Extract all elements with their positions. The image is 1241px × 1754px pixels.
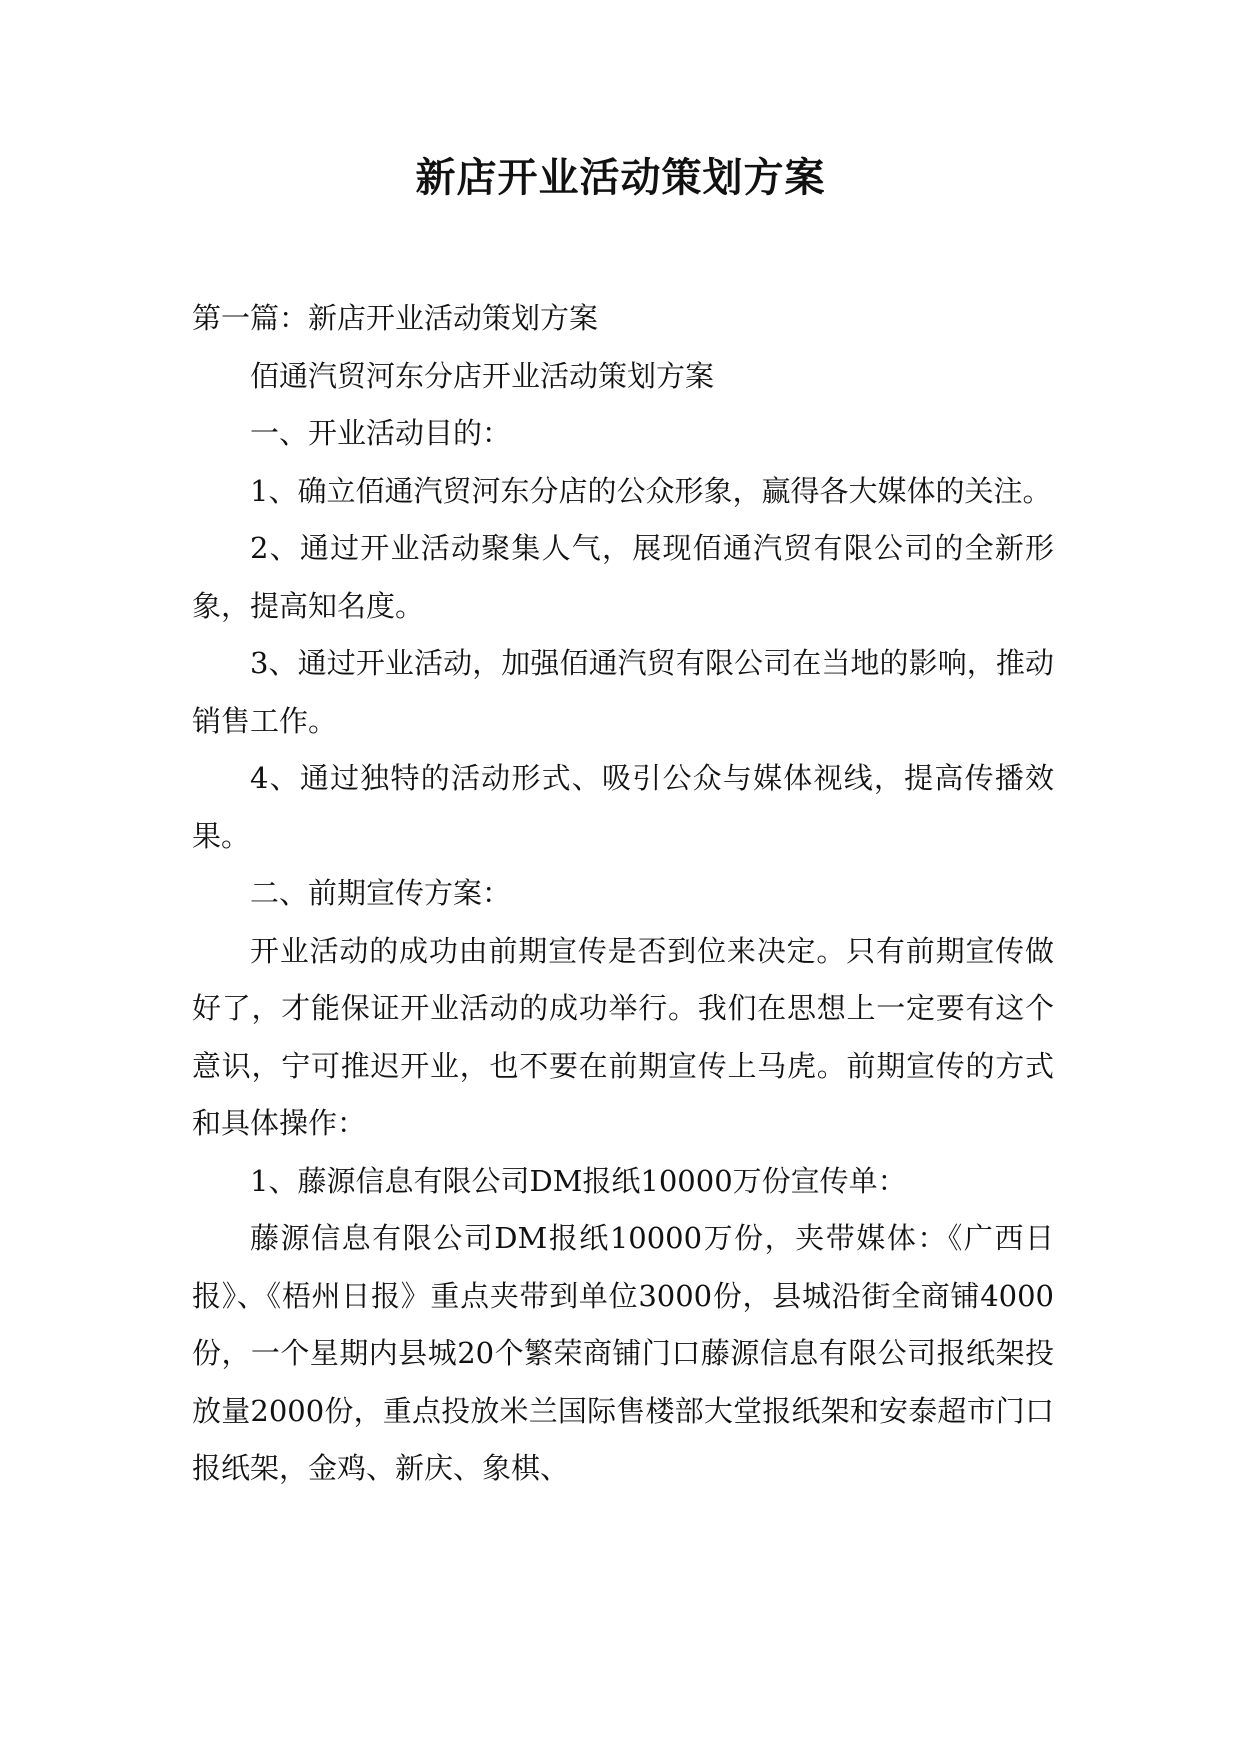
section-heading-promotion: 二、前期宣传方案：: [250, 876, 512, 910]
promotion-intro-paragraph: 开业活动的成功由前期宣传是否到位来决定。只有前期宣传做好了，才能保证开业活动的成功举行。我们在思想上一定要有这个意识，宁可推迟开业，也不要在前期宣传上马虎。前期宣传的方式和具体操作：: [192, 933, 1054, 1140]
objective-item-4: 4、通过独特的活动形式、吸引公众与媒体视线，提高传播效果。: [192, 761, 1054, 853]
objective-item-2: 2、通过开业活动聚集人气，展现佰通汽贸有限公司的全新形象，提高知名度。: [192, 531, 1054, 623]
promotion-item-1-heading: 1、藤源信息有限公司DM报纸10000万份宣传单：: [250, 1163, 907, 1198]
section-heading-objectives: 一、开业活动目的：: [250, 416, 512, 450]
document-title: 新店开业活动策划方案: [415, 154, 826, 201]
objective-item-1: 1、确立佰通汽贸河东分店的公众形象，赢得各大媒体的关注。: [250, 473, 1052, 508]
section-heading-part-one: 第一篇：新店开业活动策划方案: [192, 301, 599, 335]
document-body: [192, 290, 1054, 1498]
plan-subtitle: 佰通汽贸河东分店开业活动策划方案: [250, 358, 715, 393]
objective-item-3: 3、通过开业活动，加强佰通汽贸有限公司在当地的影响，推动销售工作。: [192, 646, 1054, 738]
promotion-item-1-detail: 藤源信息有限公司DM报纸10000万份，夹带媒体：《广西日报》、《梧州日报》重点夹带到单位3000份，县城沿街全商铺4000份，一个星期内县城20个繁荣商铺门口藤源信息有限公司报纸架投放量2000份，重点投放米兰国际售楼部大堂报纸架和安泰超市门口报纸架，金鸡、新庆、象棋、: [192, 1221, 1054, 1485]
